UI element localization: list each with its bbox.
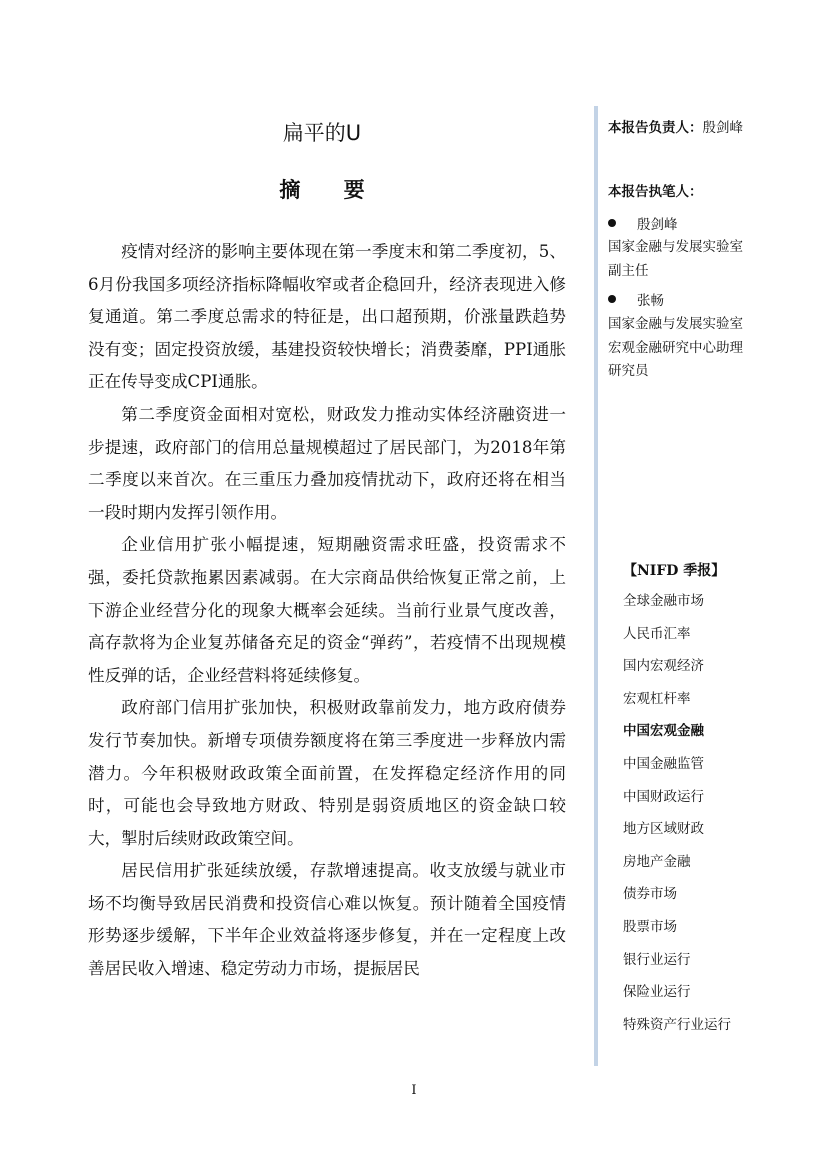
affiliation-line: 宏观金融研究中心助理	[608, 339, 743, 356]
abstract-paragraph-5: 居民信用扩张延续放缓，存款增速提高。收支放缓与就业市场不均衡导致居民消费和投资信心难以恢复。预计随着全国疫情形势逐步缓解，下半年企业效益将逐步修复，并在一定程度上改善居民收入增速、稳定劳动力市场，提振居民	[88, 861, 566, 979]
series-item: 宏观杠杆率	[623, 690, 691, 707]
abstract-heading: 摘 要	[279, 177, 383, 202]
series-item: 特殊资产行业运行	[623, 1016, 731, 1033]
author-name: 殷剑峰	[637, 217, 678, 233]
sidebar-divider	[594, 106, 598, 1066]
affiliation-line: 国家金融与发展实验室	[608, 239, 743, 255]
series-item: 全球金融市场	[623, 593, 704, 609]
abstract-paragraph-1: 疫情对经济的影响主要体现在第一季度末和第二季度初，5、6月份我国多项经济指标降幅收窄或者企稳回升，经济表现进入修复通道。第二季度总需求的特征是，出口超预期，价涨量跌趋势没有变；固定投资放缓，基建投资较快增长；消费萎靡，PPI通胀正在传导变成CPI通胀。	[88, 242, 566, 392]
author-2	[608, 289, 664, 309]
author-1	[608, 213, 678, 233]
series-title: 【NIFD 季报】	[623, 563, 726, 579]
series-item: 股票市场	[623, 918, 677, 935]
bullet-icon	[608, 295, 616, 303]
responsible-label: 本报告负责人：	[608, 120, 703, 136]
series-item: 保险业运行	[623, 984, 691, 1001]
abstract-body	[88, 236, 566, 986]
series-item: 国内宏观经济	[623, 658, 704, 675]
bullet-icon	[608, 219, 616, 227]
author-name: 张畅	[637, 293, 664, 309]
abstract-paragraph-2: 第二季度资金面相对宽松，财政发力推动实体经济融资进一步提速，政府部门的信用总量规模超过了居民部门，为2018年第二季度以来首次。在三重压力叠加疫情扰动下，政府还将在相当一段时期内发挥引领作用。	[88, 404, 566, 522]
writers-label: 本报告执笔人：	[608, 184, 703, 200]
series-item-active: 中国宏观金融	[623, 723, 704, 740]
series-item: 债券市场	[623, 886, 677, 903]
report-title: 扁平的U	[282, 121, 362, 145]
abstract-paragraph-4: 政府部门信用扩张加快，积极财政靠前发力，地方政府债券发行节奏加快。新增专项债券额度将在第三季度进一步释放内需潜力。今年积极财政政策全面前置，在发挥稳定经济作用的同时，可能也会导致地方财政、特别是弱资质地区的资金缺口较大，掣肘后续财政政策空间。	[88, 698, 566, 848]
series-item: 银行业运行	[623, 951, 691, 968]
abstract-paragraph-3: 企业信用扩张小幅提速，短期融资需求旺盛，投资需求不强，委托贷款拖累因素减弱。在大宗商品供给恢复正常之前，上下游企业经营分化的现象大概率会延续。当前行业景气度改善，高存款将为企业复苏储备充足的资金“弹药”，若疫情不出现规模性反弹的话，企业经营料将延续修复。	[88, 535, 566, 685]
affiliation-line: 研究员	[608, 363, 649, 379]
responsible-name: 殷剑峰	[702, 120, 743, 136]
author-1-affiliation	[608, 236, 743, 283]
report-responsible	[608, 116, 743, 136]
affiliation-line: 国家金融与发展实验室	[608, 316, 743, 332]
series-item: 中国金融监管	[623, 755, 704, 772]
affiliation-line: 副主任	[608, 262, 649, 279]
series-item: 中国财政运行	[623, 788, 704, 805]
series-item: 人民币汇率	[623, 625, 691, 642]
series-item: 房地产金融	[623, 853, 691, 870]
series-list	[623, 591, 731, 1047]
page-number: I	[411, 1083, 417, 1098]
author-2-affiliation	[608, 313, 743, 384]
series-item: 地方区域财政	[623, 821, 704, 838]
